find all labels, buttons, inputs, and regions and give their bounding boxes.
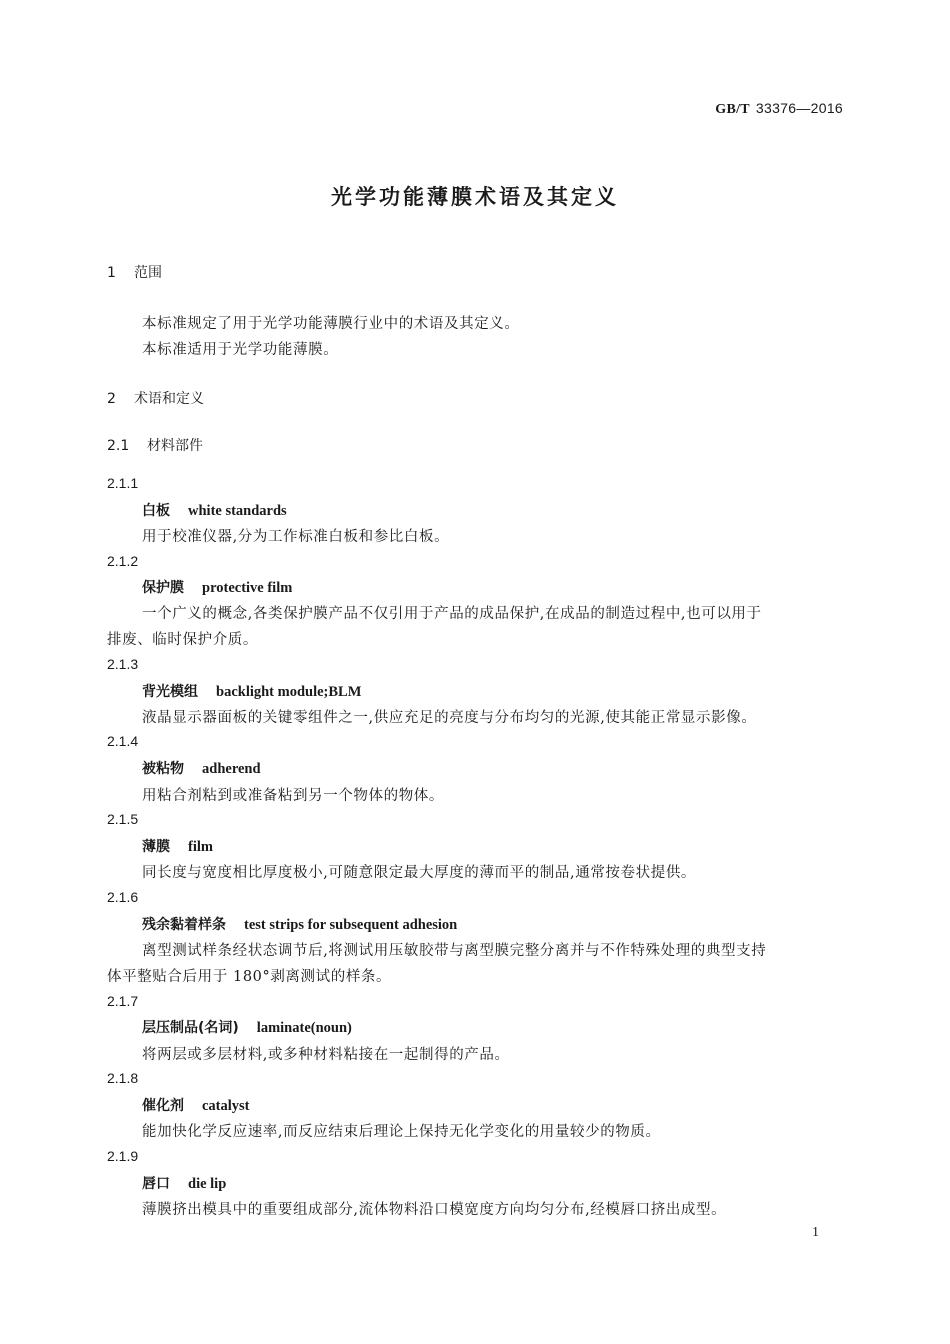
term-zh: 被粘物 (142, 761, 184, 777)
term-number: 2.1.1 (107, 475, 139, 491)
term-number: 2.1.7 (107, 993, 139, 1009)
term-number: 2.1.3 (107, 656, 139, 672)
term-zh: 层压制品(名词) (142, 1020, 239, 1036)
term-number: 2.1.4 (107, 733, 139, 749)
scope-paragraph: 本标准适用于光学功能薄膜。 (142, 342, 339, 358)
term-number: 2.1.9 (107, 1148, 139, 1164)
term-entry (142, 1095, 250, 1115)
term-entry (142, 577, 292, 597)
document-title: 光学功能薄膜术语及其定义 (331, 185, 619, 209)
section-number: 2 (107, 391, 116, 407)
term-en: backlight module;BLM (216, 684, 362, 700)
page-number: 1 (812, 1225, 819, 1240)
term-en: adherend (202, 761, 261, 777)
term-number: 2.1.6 (107, 889, 139, 905)
standard-number-header (715, 100, 843, 118)
term-zh: 白板 (142, 503, 170, 519)
term-en: catalyst (202, 1098, 250, 1114)
term-en: protective film (202, 580, 293, 596)
term-definition: 能加快化学反应速率,而反应结束后理论上保持无化学变化的用量较少的物质。 (142, 1124, 661, 1140)
subsection-number: 2.1 (107, 438, 130, 454)
term-definition: 将两层或多层材料,或多种材料粘接在一起制得的产品。 (142, 1047, 510, 1063)
term-en: white standards (188, 503, 287, 519)
term-definition: 用粘合剂粘到或准备粘到另一个物体的物体。 (142, 788, 444, 804)
term-definition: 薄膜挤出模具中的重要组成部分,流体物料沿口模宽度方向均匀分布,经模唇口挤出成型。 (142, 1202, 727, 1218)
term-en: film (188, 839, 213, 855)
term-definition: 一个广义的概念,各类保护膜产品不仅引用于产品的成品保护,在成品的制造过程中,也可以用于 (142, 606, 762, 622)
term-zh: 残余黏着样条 (142, 917, 226, 933)
term-en: laminate(noun) (256, 1020, 352, 1036)
standard-prefix: GB/T (715, 102, 750, 117)
term-number: 2.1.8 (107, 1070, 139, 1086)
term-en: die lip (188, 1176, 227, 1192)
section-title: 范围 (134, 265, 162, 281)
subsection-heading-materials (107, 435, 203, 455)
section-title: 术语和定义 (134, 391, 204, 407)
term-entry (142, 758, 261, 778)
term-definition: 同长度与宽度相比厚度极小,可随意限定最大厚度的薄而平的制品,通常按卷状提供。 (142, 865, 697, 881)
term-definition: 离型测试样条经状态调节后,将测试用压敏胶带与离型膜完整分离并与不作特殊处理的典型支持 (142, 943, 767, 959)
standard-number: 33376—2016 (755, 100, 843, 116)
term-zh: 催化剂 (142, 1098, 184, 1114)
term-entry (142, 500, 287, 520)
term-en: test strips for subsequent adhesion (244, 917, 458, 933)
term-definition-continued: 排废、临时保护介质。 (107, 632, 258, 648)
term-entry (142, 836, 213, 856)
term-zh: 唇口 (142, 1176, 170, 1192)
term-zh: 薄膜 (142, 839, 170, 855)
term-number: 2.1.5 (107, 811, 139, 827)
term-entry (142, 1017, 352, 1037)
term-entry (142, 681, 361, 701)
subsection-title: 材料部件 (147, 438, 203, 454)
section-heading-terms (107, 388, 204, 408)
term-zh: 背光模组 (142, 684, 198, 700)
term-zh: 保护膜 (142, 580, 184, 596)
term-number: 2.1.2 (107, 553, 139, 569)
term-definition-continued: 体平整贴合后用于 180°剥离测试的样条。 (107, 969, 392, 985)
term-entry (142, 914, 457, 934)
section-number: 1 (107, 265, 116, 281)
scope-paragraph: 本标准规定了用于光学功能薄膜行业中的术语及其定义。 (142, 316, 520, 332)
section-heading-scope (107, 262, 162, 282)
term-definition: 用于校准仪器,分为工作标准白板和参比白板。 (142, 529, 450, 545)
term-entry (142, 1173, 226, 1193)
term-definition: 液晶显示器面板的关键零组件之一,供应充足的亮度与分布均匀的光源,使其能正常显示影像。 (142, 710, 757, 726)
